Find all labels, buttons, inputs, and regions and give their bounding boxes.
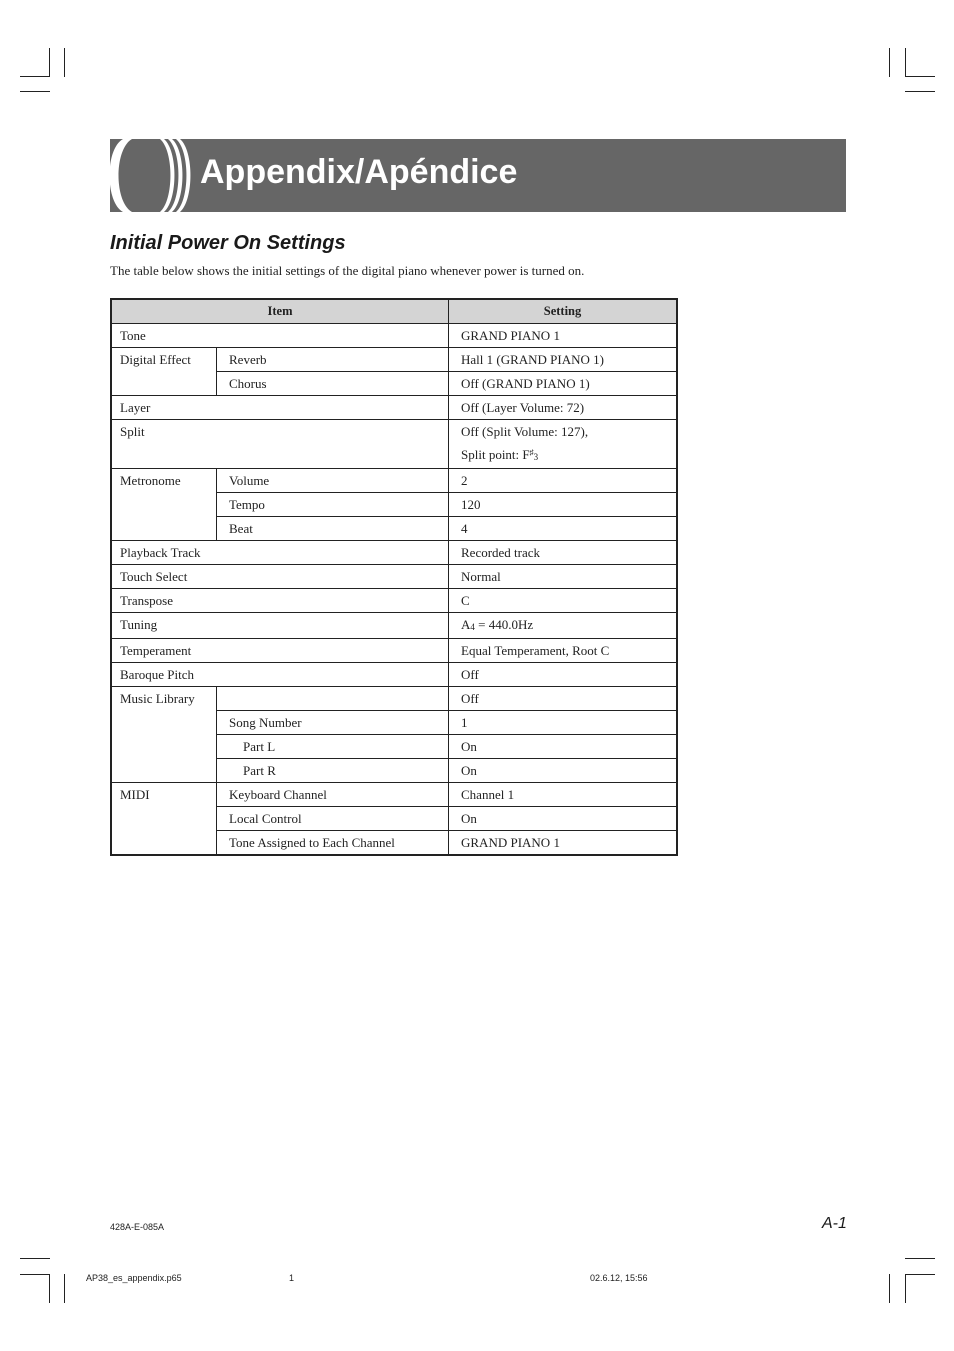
crop-mark	[64, 48, 65, 77]
tuning-octave: 4	[470, 622, 475, 632]
setting-cell: Off	[449, 663, 678, 687]
setting-cell: Normal	[449, 565, 678, 589]
item-cell: Baroque Pitch	[111, 663, 449, 687]
sharp-sign: ♯	[529, 448, 534, 457]
item-cell: Transpose	[111, 589, 449, 613]
crop-mark	[20, 91, 50, 92]
setting-cell: Channel 1	[449, 783, 678, 807]
crop-mark	[889, 48, 890, 77]
item-cell: MIDI	[111, 783, 217, 856]
subitem-cell	[217, 687, 449, 711]
subitem-cell: Tempo	[217, 493, 449, 517]
setting-cell: Off	[449, 687, 678, 711]
setting-cell: Recorded track	[449, 541, 678, 565]
page-title: Appendix/Apéndice	[200, 153, 518, 191]
crop-mark	[889, 1274, 890, 1303]
table-row	[111, 565, 677, 589]
subitem-cell: Chorus	[217, 372, 449, 396]
crop-mark	[20, 1258, 50, 1259]
item-cell: Tone	[111, 324, 449, 348]
setting-cell: On	[449, 807, 678, 831]
setting-cell: C	[449, 589, 678, 613]
crop-mark	[49, 1274, 50, 1303]
tuning-frequency: = 440.0Hz	[474, 617, 534, 632]
setting-cell: GRAND PIANO 1	[449, 831, 678, 856]
subitem-cell: Song Number	[217, 711, 449, 735]
setting-cell: Equal Temperament, Root C	[449, 639, 678, 663]
item-cell: Temperament	[111, 639, 449, 663]
table-row	[111, 348, 677, 372]
table-row	[111, 663, 677, 687]
intro-text: The table below shows the initial settings of the digital piano whenever power is turned on.	[110, 263, 585, 278]
subitem-cell: Part R	[217, 759, 449, 783]
split-setting-line2	[461, 447, 538, 462]
item-cell: Digital Effect	[111, 348, 217, 396]
setting-cell: On	[449, 735, 678, 759]
setting-cell	[449, 613, 678, 639]
subitem-cell: Tone Assigned to Each Channel	[217, 831, 449, 856]
subitem-cell: Keyboard Channel	[217, 783, 449, 807]
footer-filename: AP38_es_appendix.p65	[86, 1273, 182, 1283]
crop-mark	[905, 1258, 935, 1259]
header-setting: Setting	[449, 299, 678, 324]
table-row	[111, 420, 677, 469]
table-row	[111, 613, 677, 639]
item-cell: Metronome	[111, 469, 217, 541]
split-octave: 3	[533, 452, 539, 462]
crop-mark	[905, 48, 906, 77]
crop-mark	[905, 91, 935, 92]
item-cell: Layer	[111, 396, 449, 420]
chapter-banner	[110, 139, 846, 212]
bracket-ornament-icon	[110, 139, 200, 212]
subitem-cell: Volume	[217, 469, 449, 493]
table-header-row	[111, 299, 677, 324]
section-title: Initial Power On Settings	[110, 232, 346, 254]
document-code: 428A-E-085A	[110, 1222, 165, 1232]
crop-mark	[905, 1274, 906, 1303]
subitem-cell: Reverb	[217, 348, 449, 372]
table-row	[111, 589, 677, 613]
setting-cell: GRAND PIANO 1	[449, 324, 678, 348]
crop-mark	[64, 1274, 65, 1303]
crop-mark	[20, 1274, 50, 1275]
table-row	[111, 783, 677, 807]
crop-mark	[49, 48, 50, 77]
setting-cell: 4	[449, 517, 678, 541]
item-cell: Tuning	[111, 613, 449, 639]
settings-table	[110, 298, 678, 856]
page-number: A-1	[822, 1215, 847, 1232]
table-row	[111, 541, 677, 565]
table-row	[111, 324, 677, 348]
tuning-note: A	[461, 617, 471, 632]
split-point-label: Split point: F	[461, 447, 530, 462]
setting-cell: 2	[449, 469, 678, 493]
table-row	[111, 396, 677, 420]
subitem-cell: Part L	[217, 735, 449, 759]
setting-cell: Hall 1 (GRAND PIANO 1)	[449, 348, 678, 372]
crop-mark	[905, 1274, 935, 1275]
footer-sheet: 1	[289, 1273, 295, 1283]
crop-mark	[20, 76, 50, 77]
table-row	[111, 639, 677, 663]
footer-datetime: 02.6.12, 15:56	[590, 1273, 648, 1283]
setting-cell: On	[449, 759, 678, 783]
crop-mark	[905, 76, 935, 77]
table-row	[111, 687, 677, 711]
setting-cell: Off (GRAND PIANO 1)	[449, 372, 678, 396]
setting-cell: Off (Layer Volume: 72)	[449, 396, 678, 420]
item-cell: Touch Select	[111, 565, 449, 589]
split-setting-line1: Off (Split Volume: 127),	[461, 424, 589, 439]
subitem-cell: Beat	[217, 517, 449, 541]
table-row	[111, 469, 677, 493]
item-cell: Split	[111, 420, 449, 469]
header-item: Item	[111, 299, 449, 324]
item-cell: Playback Track	[111, 541, 449, 565]
setting-cell	[449, 420, 678, 469]
setting-cell: 1	[449, 711, 678, 735]
setting-cell: 120	[449, 493, 678, 517]
item-cell: Music Library	[111, 687, 217, 783]
subitem-cell: Local Control	[217, 807, 449, 831]
